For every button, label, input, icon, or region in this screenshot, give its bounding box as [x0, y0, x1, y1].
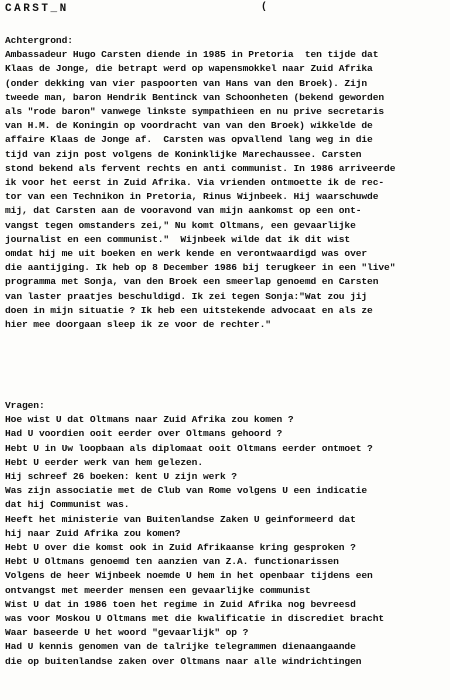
- question-line: Hebt U eerder werk van hem gelezen.: [5, 456, 204, 468]
- background-heading: Achtergrond:: [5, 35, 73, 46]
- background-line: vangst tegen omstanders zei," Nu komt Oltmans, een gevaarlijke: [5, 219, 356, 231]
- document-header: CARST_N: [5, 3, 69, 15]
- question-line: Wist U dat in 1986 toen het regime in Zuid Afrika nog bevreesd: [5, 598, 356, 610]
- background-line: die aantijging. Ik heb op 8 December 1986 bij terugkeer in een "live": [5, 262, 396, 274]
- background-line: als "rode baron" vanwege linkste sympathieen en nu prive secretaris: [5, 106, 385, 118]
- question-line: hij naar Zuid Afrika zou komen?: [5, 527, 181, 539]
- background-line: tijd van zijn post volgens de Koninklijke Marechaussee. Carsten: [5, 148, 362, 160]
- corner-mark: (: [261, 2, 268, 13]
- background-line: omdat hij me uit boeken en werk kende en verontwaardigd was over: [5, 248, 368, 260]
- background-line: tweede man, baron Hendrik Bentinck van Schoonheten (bekend geworden: [5, 91, 385, 103]
- background-line: hier mee doorgaan sleep ik ze voor de rechter.": [5, 319, 271, 331]
- question-line: was voor Moskou U Oltmans met die kwalificatie in discrediet bracht: [5, 613, 385, 625]
- question-line: die op buitenlandse zaken over Oltmans naar alle windrichtingen: [5, 655, 362, 667]
- question-line: ontvangst met meerder mensen een gevaarlijke communist: [5, 584, 311, 596]
- background-line: Klaas de Jonge, die betrapt werd op wapensmokkel naar Zuid Afrika: [5, 63, 373, 75]
- question-line: Hebt U over die komst ook in Zuid Afrikaanse kring gesproken ?: [5, 542, 356, 554]
- background-line: (onder dekking van vier paspoorten van Hans van den Broek). Zijn: [5, 77, 368, 89]
- background-line: van H.M. de Koningin op voordracht van van den Broek) wikkelde de: [5, 120, 373, 132]
- question-line: Heeft het ministerie van Buitenlandse Zaken U geinformeerd dat: [5, 513, 356, 525]
- background-line: tor van een Technikon in Pretoria, Rinus Wijnbeek. Hij waarschuwde: [5, 191, 379, 203]
- background-line: Ambassadeur Hugo Carsten diende in 1985 in Pretoria ten tijde dat: [5, 49, 379, 61]
- question-line: Had U voordien ooit eerder over Oltmans gehoord ?: [5, 428, 283, 440]
- question-line: Hebt U in Uw loopbaan als diplomaat ooit Oltmans eerder ontmoet ?: [5, 442, 373, 454]
- background-line: van laster praatjes beschuldigd. Ik zei tegen Sonja:"Wat zou jij: [5, 290, 368, 302]
- background-line: stond bekend als fervent rechts en anti communist. In 1986 arriveerde: [5, 162, 396, 174]
- question-line: Was zijn associatie met de Club van Rome volgens U een indicatie: [5, 485, 368, 497]
- question-line: dat hij Communist was.: [5, 499, 130, 511]
- questions-section: [5, 399, 445, 669]
- question-line: Volgens de heer Wijnbeek noemde U hem in het openbaar tijdens een: [5, 570, 373, 582]
- question-line: Waar baseerde U het woord "gevaarlijk" op ?: [5, 627, 249, 639]
- background-section: [5, 34, 445, 332]
- question-line: Hoe wist U dat Oltmans naar Zuid Afrika zou komen ?: [5, 414, 294, 426]
- question-line: Hebt U Oltmans genoemd ten aanzien van Z.A. functionarissen: [5, 556, 339, 568]
- background-line: affaire Klaas de Jonge af. Carsten was opvallend lang weg in die: [5, 134, 373, 146]
- background-line: programma met Sonja, van den Broek een smeerlap genoemd en Carsten: [5, 276, 379, 288]
- background-line: ik voor het eerst in Zuid Afrika. Via vrienden ontmoette ik de rec-: [5, 177, 385, 189]
- background-line: mij, dat Carsten aan de vooravond van mijn aankomst op een ont-: [5, 205, 362, 217]
- question-line: Had U kennis genomen van de talrijke telegrammen dienaangaande: [5, 641, 356, 653]
- background-line: doen in mijn situatie ? Ik heb een uitstekende advocaat en als ze: [5, 304, 373, 316]
- question-line: Hij schreef 26 boeken: kent U zijn werk ?: [5, 471, 237, 483]
- questions-heading: Vragen:: [5, 400, 45, 411]
- background-line: journalist en een communist." Wijnbeek wilde dat ik dit wist: [5, 233, 351, 245]
